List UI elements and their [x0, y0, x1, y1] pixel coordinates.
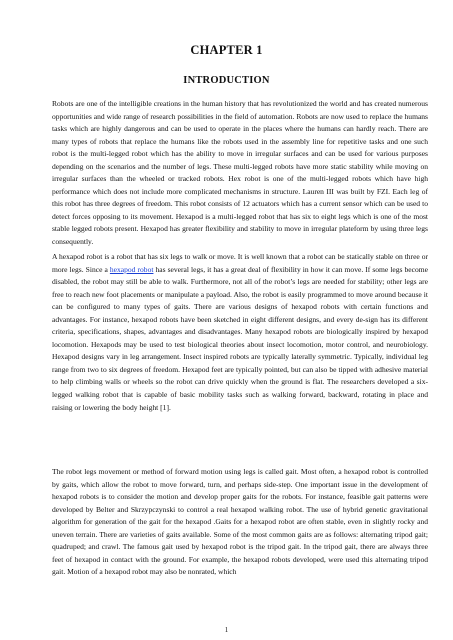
chapter-label: CHAPTER 1 [190, 43, 263, 57]
paragraph-1: Robots are one of the intelligible creations in the human history that has revolutionized the world and has created numerous opportunities and wide range of research possibilities in the field of automation. Robots are now used to replace the humans tasks which are highly dangerous and can be used to operate in the places where the humans can hardly reach. There are many types of robots that replace the humans like the robots used in the assembly line for repetitive tasks and one such robot is the multi-legged robot which has the ability to move in irregular surfaces and can be used for various purposes depending on the scenarios and the number of legs. These multi-legged robots have more static stability while moving on irregular surfaces than the wheeled or tracked robots. Hex robot is one of the multi-legged robots which have high performance which does not include more complicated mechanisms in structure. Lauren III was built by FZI. Each leg of this robot has three degrees of freedom. This robot consists of 12 actuators which has a current sensor which can be used to detect forces opposing to its movement. Hexapod is a multi-legged robot that has six to eight legs which is one of the most stable legged robots present. Hexapod has greater flexibility and stability to move in irregular plateform by using three legs consequently. [52, 99, 428, 247]
section-title: INTRODUCTION [183, 75, 270, 86]
paragraph-2 [52, 251, 428, 414]
paragraph-2-text-a: A hexapod robot is a robot that has six legs to walk or move. It is well known that a robot can be statically stable on three or more legs. Since a [52, 252, 428, 274]
hexapod-robot-link[interactable]: hexapod robot [109, 264, 154, 274]
paragraph-3: The robot legs movement or method of forward motion using legs is called gait. Most often, a hexapod robot is controlled by gaits, which allow the robot to move forward, turn, and perhaps side-step. One important issue in the development of hexapod robots is to consider the motion and develop proper gaits for the robots. For instance, feasible gait patterns were developed by Belter and Skrzypczynski to control a real hexapod walking robot. The use of hybrid genetic gravitational algorithm for generation of the gait for the hexapod .Gaits for a hexapod robot are often stable, even in slightly rocky and uneven terrain. There are varieties of gaits available. Some of the most common gaits are as follows: alternating tripod gait; quadruped; and crawl. The famous gait used by hexapod robot is the tripod gait. In the tripod gait, there are always three feet of hexapod in contact with the ground. For example, the hexapod robots developed, were used this alternating tripod gait. Motion of a hexapod robot may also be nonrated, which [52, 467, 428, 577]
page-number: 1 [224, 626, 229, 634]
paragraph-2-text-b: has several legs, it has a great deal of flexibility in how it can move. If some legs become disabled, the robot may still be able to walk. Furthermore, not all of the robot’s legs are needed for stability; other legs are free to reach new foot placements or manipulate a payload. Also, the robot is easily programmed to move around because it can be configured to many types of gaits. There are various designs of hexapod robots with certain functions and advantages. For instance, hexapod robots have been sketched in eight different designs, and every de-sign has its different criteria, specifications, shapes, advantages and disadvantages. Many hexapod robots are biologically inspired by hexapod locomotion. Hexapods may be used to test biological theories about insect locomotion, motor control, and neurobiology. Hexapod designs vary in leg arrangement. Insect inspired robots are typically laterally symmetric. Typically, individual leg range from two to six degrees of freedom. Hexapod feet are typically pointed, but can also be tipped with adhesive material to help climbing walls or wheels so the robot can drive quickly when the ground is flat. The researchers developed a six-legged walking robot that is capable of basic mobility tasks such as walking forward, backward, rotating in place and raising or lowering the body height [1]. [52, 264, 429, 412]
